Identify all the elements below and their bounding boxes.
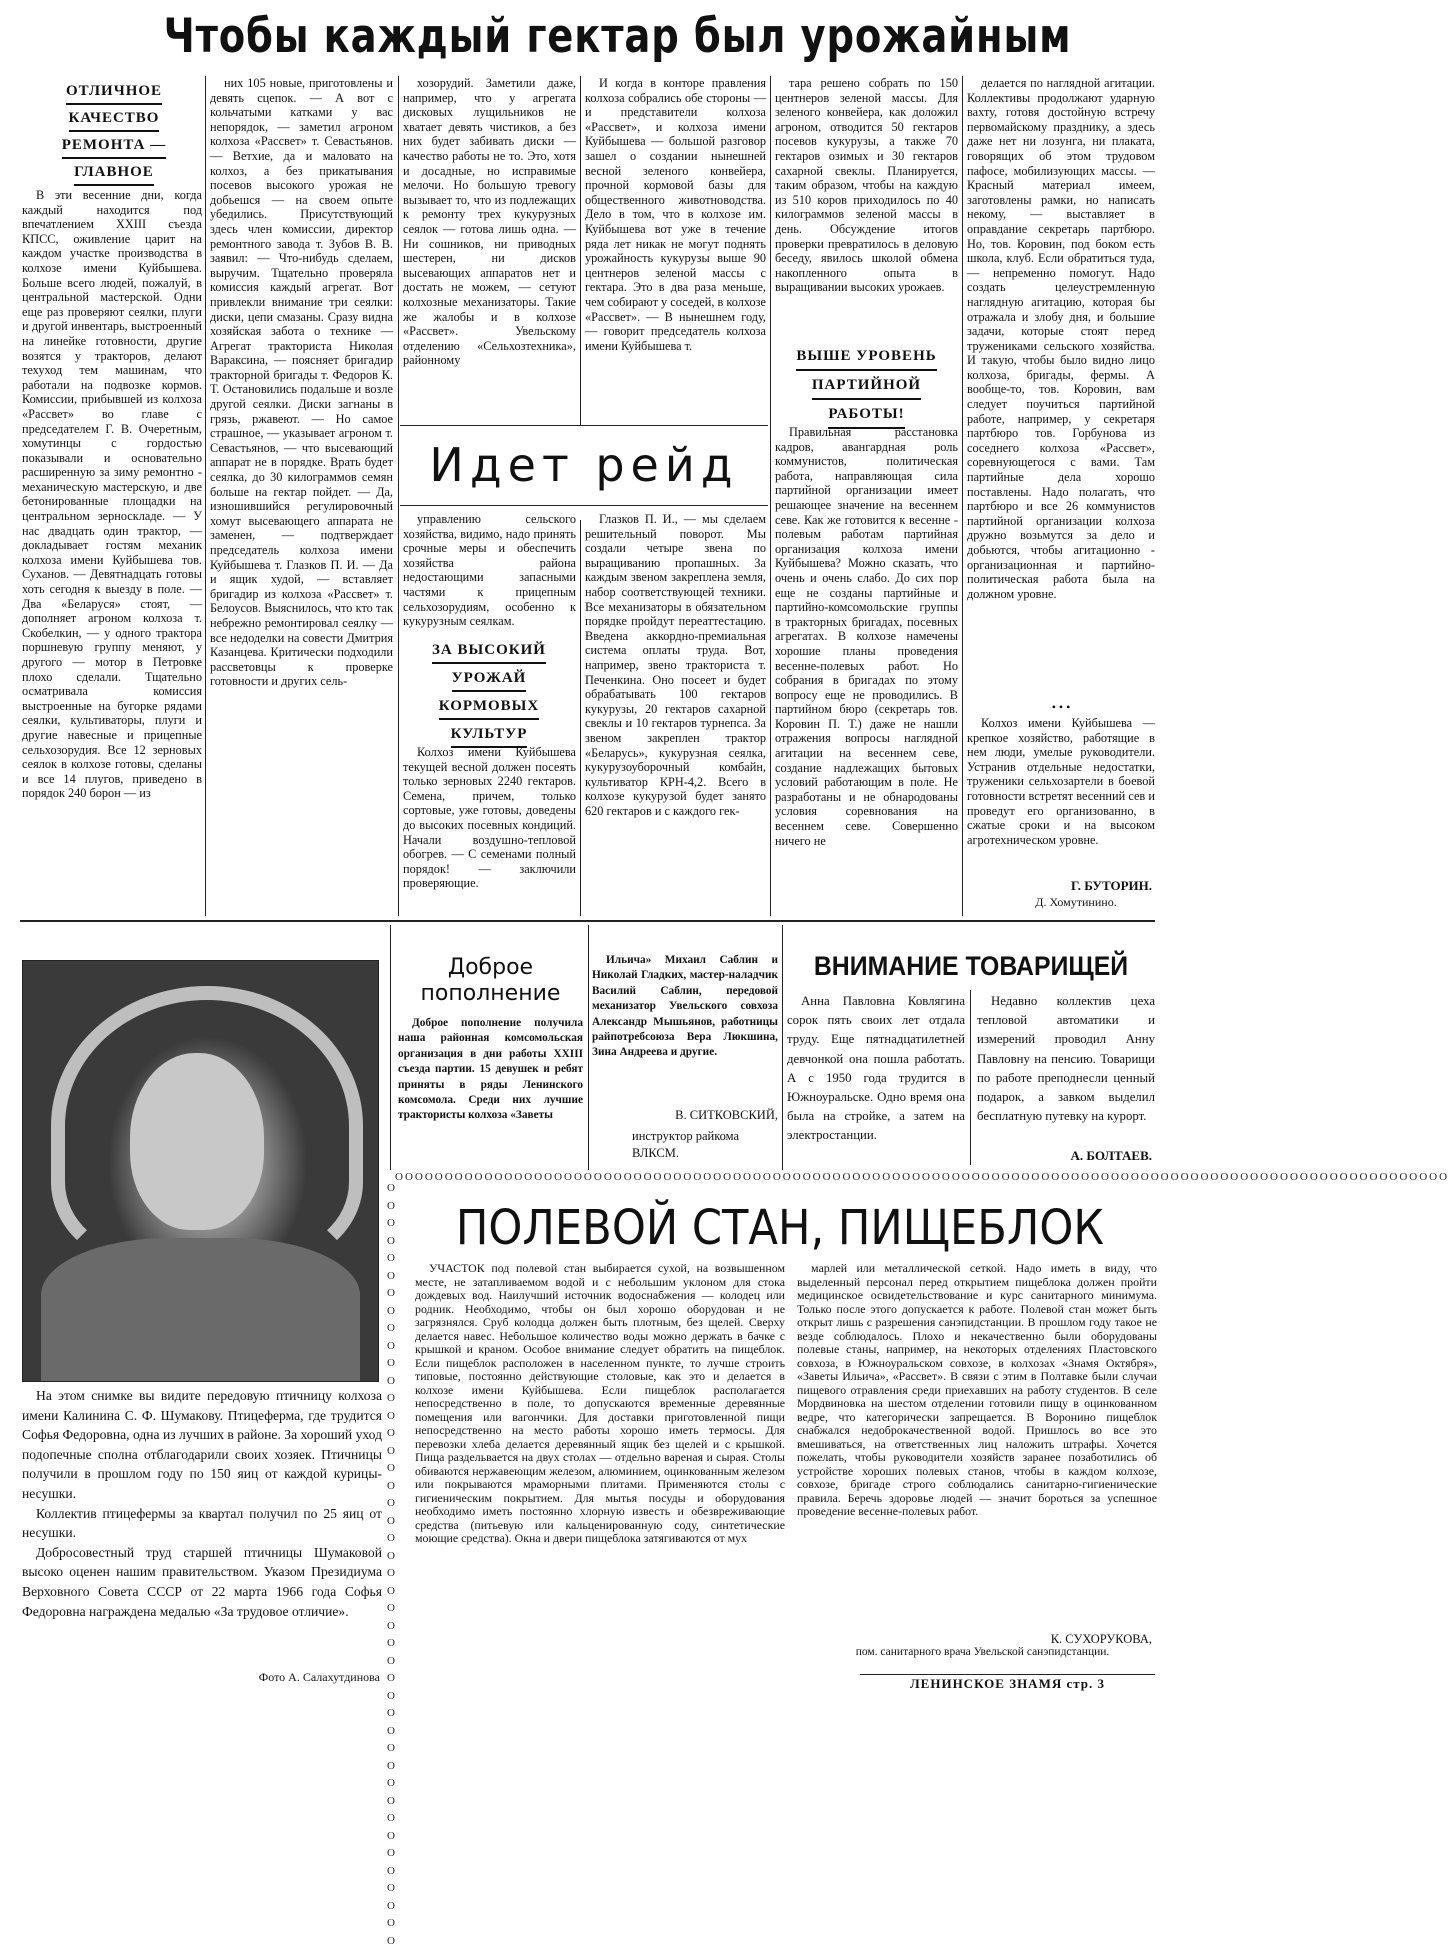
dobroe-signature: В. СИТКОВСКИЙ,: [675, 1108, 778, 1122]
raid-column-3: хозорудий. Заметили даже, например, что у агрегата дисковых лущильников не хватает девять чистиков, а без них будет забивать диски — качество работы не то. Это, хотя и досадные, но исправимые мелочи. Но большую тревогу вызывает то, что из подлежащих к ремонту трех кукурузных сеялок — готова лишь одна. — Ни сошников, ни приводных шестерен, ни дисков высевающих аппаратов нет и достать не можем, — сетуют колхозные механизаторы. Такие же жалобы и в колхозе «Рассвет». Увельскому отделению «Сельхозтехника», районному: [403, 76, 576, 368]
stan-signature-role: пом. санитарного врача Увельской санэпидстанции.: [855, 1646, 1110, 1658]
section-stars: • • •: [1051, 700, 1071, 714]
subheading-party-work: ВЫШЕ УРОВЕНЬ ПАРТИЙНОЙ РАБОТЫ!: [775, 342, 958, 431]
dobroe-title: Доброе пополнение: [420, 955, 561, 1006]
raid-heading: Идет рейд: [429, 438, 739, 492]
raid-signature-place: Д. Хомутинино.: [1035, 895, 1117, 909]
vnimanie-column-1: Анна Павловна Ковлягина сорок пять своих лет отдала труду. Еще пятнадцатилетней девчонкой она пошла работать. А с 1950 года трудится в Южноуральске. Одно время она была на стройке, а затем на электростанции.: [787, 994, 965, 1143]
photo-credit: Фото А. Салахутдинова: [258, 1670, 380, 1684]
raid-column-4: И когда в конторе правления колхоза собрались обе стороны — и представители колхоза «Рассвет», и колхоза имени Куйбышева — большой разговор зашел о создании нынешней весной зеленого конвейера, прочной кормовой базы для общественного животноводства. Дело в том, что в колхозе им. Куйбышева вот уже в течение ряда лет никак не могут поднять урожайность кукурузы выше 90 центнеров зеленой массы с гектара. Это в два раза меньше, чем собирают у соседей, в колхозе «Рассвет». — В нынешнем году, — говорит председатель колхоза имени Куйбышева т.: [585, 76, 767, 353]
decorative-border-top: OOOOOOOOOOOOOOOOOOOOOOOOOOOOOOOOOOOOOOOOOOOOOOOOOOOOOOOOOOOOOOOOOOOOOOOOOOOOOOOOOOOOOOOOOOOOOOOOOOOOOOOOOO: [395, 1171, 1449, 1183]
stan-column-2: марлей или металлической сеткой. Надо иметь в виду, что выделенный персонал перед открытием пищеблока должен пройти медицинское освидетельствование и курс санитарного минимума. Только после этого допускается к работе. Полевой стан может быть открыт лишь с разрешения санэпидстанции. В прошлом году такое не везде соблюдалось. Плохо и некачественно были оборудованы полевые станы, например, на некоторых отделениях Пластовского совхоза, в Южноуральском совхозе, в колхозах «Знамя Октября», «Заветы Ильича», «Рассвет». В связи с этим в Полтавке были случаи пищевого отравления среди приехавших на работу студентов. В селе Мордвиновка на шестом отделении готовили пищу в оцинкованном ведре, что категорически запрещается. В Воронино пищеблок снабжался недоброкачественной водой. Пришлось во все это вмешиваться, на ответственных лиц наложить штрафы. Хочется пожелать, чтобы руководители хозяйств заранее позаботились об устройстве хороших полевых станов, чтобы в каждом колхозе, совхозе, бригаде строго соблюдались санитарно-гигиенические правила. Беречь здоровье людей — значит бороться за успешное проведение весенне-полевых работ.: [797, 1261, 1157, 1518]
poultry-worker-photo: [22, 960, 379, 1382]
raid-column-6: делается по наглядной агитации. Коллективы продолжают ударную вахту, готовя достойную встречу первомайскому празднику, а здесь даже нет ни лозунга, ни плаката, говорящих об этом трудовом пафосе, мобилизующих массы. — Красный материал имеем, заготовлены рамки, но написать некому, — выставляет в оправдание секретарь партбюро. Но, тов. Коровин, под боком есть школа, клуб. Если обратиться туда, — непременно помогут. Надо создать целеустремленную наглядную агитацию, которая бы отражала и злобу дня, и большие задачи, которые стоят перед тружениками сельского хозяйства. И такую, чтобы было видно лицо колхоза, бригады, фермы. А вообще-то, тов. Коровин, вам следует поучиться партийной работе, например, у секретаря партбюро тов. Горбунова из соседнего колхоза «Рассвет», соревнующегося с вами. Там партийные дела хорошо поставлены. Надо полагать, что партбюро и все 26 коммунистов партийной организации колхоза дружно возьмутся за дело и добьются, чтобы агитационно - организационная и партийно-политическая работа была на должном уровне.: [967, 76, 1155, 601]
vnimanie-title: ВНИМАНИЕ ТОВАРИЩЕЙ: [813, 951, 1129, 981]
raid-signature: Г. БУТОРИН.: [1070, 878, 1152, 893]
page-title: Чтобы каждый гектар был урожайным: [163, 9, 1072, 64]
raid-column-3c: Колхоз имени Куйбышева текущей весной должен посеять только зерновых 2240 гектаров. Семена, причем, только сортовые, уже готовы, доведены до высоких посевных кондиций. Начали воздушно-тепловой обогрев. — С семенами полный порядок! — заключили проверяющие.: [403, 745, 576, 891]
raid-column-6b: Колхоз имени Куйбышева — крепкое хозяйство, работящие в нем люди, умелые руководители. Устранив отдельные недостатки, труженики сельхозартели в боевой готовности встретят весенний сев и проведут его организованно, в сжатые сроки и на высоком агротехническом уровне.: [967, 716, 1155, 847]
newspaper-footer: ЛЕНИНСКОЕ ЗНАМЯ стр. 3: [909, 1676, 1106, 1691]
vnimanie-column-2: Недавно коллектив цеха тепловой автоматики и измерений проводил Анну Павловну на пенсию. Товарищи по работе преподнесли ценный подарок, а завком выделил бесплатную путевку на курорт.: [977, 994, 1155, 1124]
raid-column-3b: управлению сельского хозяйства, видимо, надо принять срочные меры и обеспечить хозяйства района недостающими запасными частями к прицепным сельхозорудиям, особенно к кукурузным сеялкам.: [403, 512, 576, 629]
stan-column-1: УЧАСТОК под полевой стан выбирается сухой, на возвышенном месте, не затапливаемом водой и с небольшим уклоном для стока дождевых вод. Наилучший источник водоснабжения — колодец или родник. Необходимо, чтобы он был хорошо оборудован и не загрязнялся. Сруб колодца должен быть плотным, без щелей. Сверху делается навес. Небольшое количество воды можно держать в бачке с крышкой и краном. Особое внимание следует обратить на пищеблок. Если пищеблок расположен в населенном пункте, то лучше строить типовые, постоянно действующие столовые, как это и делается в колхозе имени Куйбышева. Если пищеблок располагается непосредственно в поле, то допускаются временные деревянные помещения или вагончики. Для доставки приготовленной пищи непосредственно на место работы хорошо иметь термосы. Для перевозки хлеба делается деревянный ящик без щелей и с крышкой. Пища раздельвается на двух столах — отдельно вареная и сырая. Столы обиваются нержавеющим железом, алюминием, оцинкованным железом или покрываются мраморными плитами. Применяются столы с гигиеническим покрытием. Для мытья посуды и оборудования необходимо иметь постоянно хлорную известь и обезвреживающие средства (питьевую или кальценированную соду, синтетические моющие средства). Окна и двери пищеблока затягиваются от мух: [415, 1261, 785, 1545]
dobroe-signature-role: инструктор райкома ВЛКСМ.: [632, 1129, 740, 1160]
vnimanie-signature: А. БОЛТАЕВ.: [1070, 1148, 1152, 1163]
dobroe-body-2: Ильича» Михаил Саблин и Николай Гладких, мастер-наладчик Василий Саблин, передовой механизатор Увельского совхоза Александр Мышьянов, работницы райпотребсоюза Вера Люкшина, Зина Андреева и другие.: [592, 954, 778, 1059]
raid-column-4b: Глазков П. И., — мы сделаем решительный поворот. Мы создали четыре звена по выращиванию пропашных. За каждым звеном закреплена земля, набор соответствующей техники. Все механизаторы в обязательном порядке пройдут переаттестацию. Введена аккордно-премиальная система оплаты труда. Вот, например, звено тракториста т. Печенкина. Оно посеет и будет обрабатывать 100 гектаров кукурузы, 20 гектаров сахарной свеклы и 10 гектаров турнепса. За звеном закреплен трактор «Беларусь», кукурузная сеялка, кукурузоуборочный комбайн, культиватор КРН-4,2. Всего в колхозе кукурузой будет занято 620 гектаров и с каждого гек-: [585, 512, 766, 818]
stan-signature: К. СУХОРУКОВА,: [1050, 1632, 1152, 1646]
raid-column-2: них 105 новые, приготовлены и девять сцепок. — А вот с кольчатыми катками у вас непорядок, — заметил агроном колхоза «Рассвет» т. Севастьянов. — Ветхие, да и маловато на колхоз, а без прикатывания посевов высокого урожая не добьешся — на своем опыте убедились. Присутствующий здесь член комиссии, директор ремонтного завода т. Зубов В. В. заявил: — Что-нибудь сделаем, выручим. Тщательно проверяла комиссия каждый агрегат. Вот привлекли внимание три сеялки: диски, цепи смазаны. Сразу видна хозяйская забота о технике — Агрегат тракториста Николая Вараксина, — поясняет бригадир тракторной бригады т. Федоров К. Т. Остановились подальше и возле другой сеялки. Диски загнаны в грязь, ржавеют. — Но самое страшное, — указывает агроном т. Севастьянов, — что высевающий аппарат не в порядке. Врать будет сеялка, до 30 килограммов семян больше на гектар пойдет. — Да, изношившийся регулировочный хомут высевающего аппарата не заменен, — подтверждает председатель колхоза имени Куйбышева т. Глазков П. И. — Да и ящик худой, — вставляет бригадир из колхоза «Рассвет» т. Белоусов. Выяснилось, что кто так небрежно ремонтировал сеялку — все недоделки на совести Дмитрия Казанцева. Критически подходили рассветовцы к проверке готовности и других сель-: [210, 76, 393, 689]
stan-title: ПОЛЕВОЙ СТАН, ПИЩЕБЛОК: [455, 1200, 1105, 1256]
raid-column-1: В эти весенние дни, когда каждый находится под впечатлением XXIII съезда КПСС, оживление царит на каждом участке производства в колхозе имени Куйбышева. Больше всего людей, пожалуй, в центральной мастерской. Одни еще раз проверяют сеялки, плуги и другой инвентарь, выстроенный на линейке готовности, другие возятся у тракторов, делают техуход тем машинам, что работали на подвозке кормов. Комиссии, прибывшей из колхоза «Рассвет» во главе с председателем Г. В. Очеретным, хомутинцы с гордостью показывали и основательно расширенную за зиму ремонтно - механическую мастерскую, и две бетонированные площадки на центральном зерноскладе. — У нас двадцать один трактор, — докладывает гостям механик колхоза имени Куйбышева тов. Суханов. — Девятнадцать готовы хоть сегодня к выезду в поле. — Два «Беларуся» стоят, — дополняет агроном колхоза т. Скобелкин, — у одного трактора поршневую группу меняют, у другого — мотор в Петровке плохо сделали. Тщательно осматривала комиссия выстроенные на бугорке рядами сеялки, культиваторы, плуги и другие навесные и прицепные сельхозорудия. Все 12 зерновых сеялок в колхозе готовы, сделаны и все 14 плугов, приведено в порядок 240 борон — из: [22, 188, 202, 801]
raid-column-5: тара решено собрать по 150 центнеров зеленой массы. Для зеленого конвейера, как доложил агроном, отводится 50 гектаров посевов кукурузы, а также 70 гектаров озимых и 30 гектаров сахарной свеклы. Планируется, таким образом, чтобы на каждую из 510 коров приходилось по 40 килограммов зеленой массы в день. Обсуждение итогов проверки превратилось в деловую беседу, явилось школой обмена накопленного опыта в выращивании высоких урожаев.: [775, 76, 958, 295]
subheading-repair-quality: ОТЛИЧНОЕ КАЧЕСТВО РЕМОНТА — ГЛАВНОЕ: [48, 78, 180, 188]
decorative-border: OOOOOOOOOOOOOOOOOOOOOOOOOOOOOOOOOOOOOOOOOOOO: [387, 1182, 395, 1947]
dobroe-body: Доброе пополнение получила наша районная комсомольская организация в дни работы XXIII съезда партии. 15 девушек и ребят приняты в ряды Ленинского комсомола. Среди них лучшие трактористы колхоза «Заветы: [398, 1017, 583, 1122]
photo-caption: На этом снимке вы видите передовую птичницу колхоза имени Калинина С. Ф. Шумакову. Птицеферма, где трудится Софья Федоровна, одна из лучших в районе. За хороший уход подопечные сполна отблагодарили своих хозяек. Птичницы получили в прошлом году по 150 яиц от каждой курицы-несушки. Коллектив птицефермы за квартал получил по 25 яиц от несушки. Добросовестный труд старшей птичницы Шумаковой высоко оценен нашим правительством. Указом Президиума Верховного Совета СССР от 22 марта 1966 года Софья Федоровна награждена медалью «За трудовое отличие».: [22, 1388, 382, 1619]
subheading-high-harvest: ЗА ВЫСОКИЙ УРОЖАЙ КОРМОВЫХ КУЛЬТУР: [405, 636, 573, 750]
raid-column-5b: Правильная расстановка кадров, авангардная роль коммунистов, политическая работа, направляющая сила партийной организации имеет решающее значение на весеннем севе. Как же готовится к весенне - полевым работам партийная организация колхоза имени Куйбышева? Можно сказать, что очень и очень слабо. До сих пор еще не созданы партийные и партийно-комсомольские группы в тракторных бригадах, посевных агрегатах. В колхозе намечены хорошие планы проведения весенне-полевых работ. Но собрания в бригадах по этому вопросу еще не проводились. В партийном бюро (секретарь тов. Коровин П. Т.) даже не нашли отражения вопросы наглядной агитации на весеннем севе, создание надлежащих бытовых условий работающим в поле. Не разработаны и не обнародованы условия соревнования на весеннем севе. Совершенно ничего не: [775, 425, 958, 848]
